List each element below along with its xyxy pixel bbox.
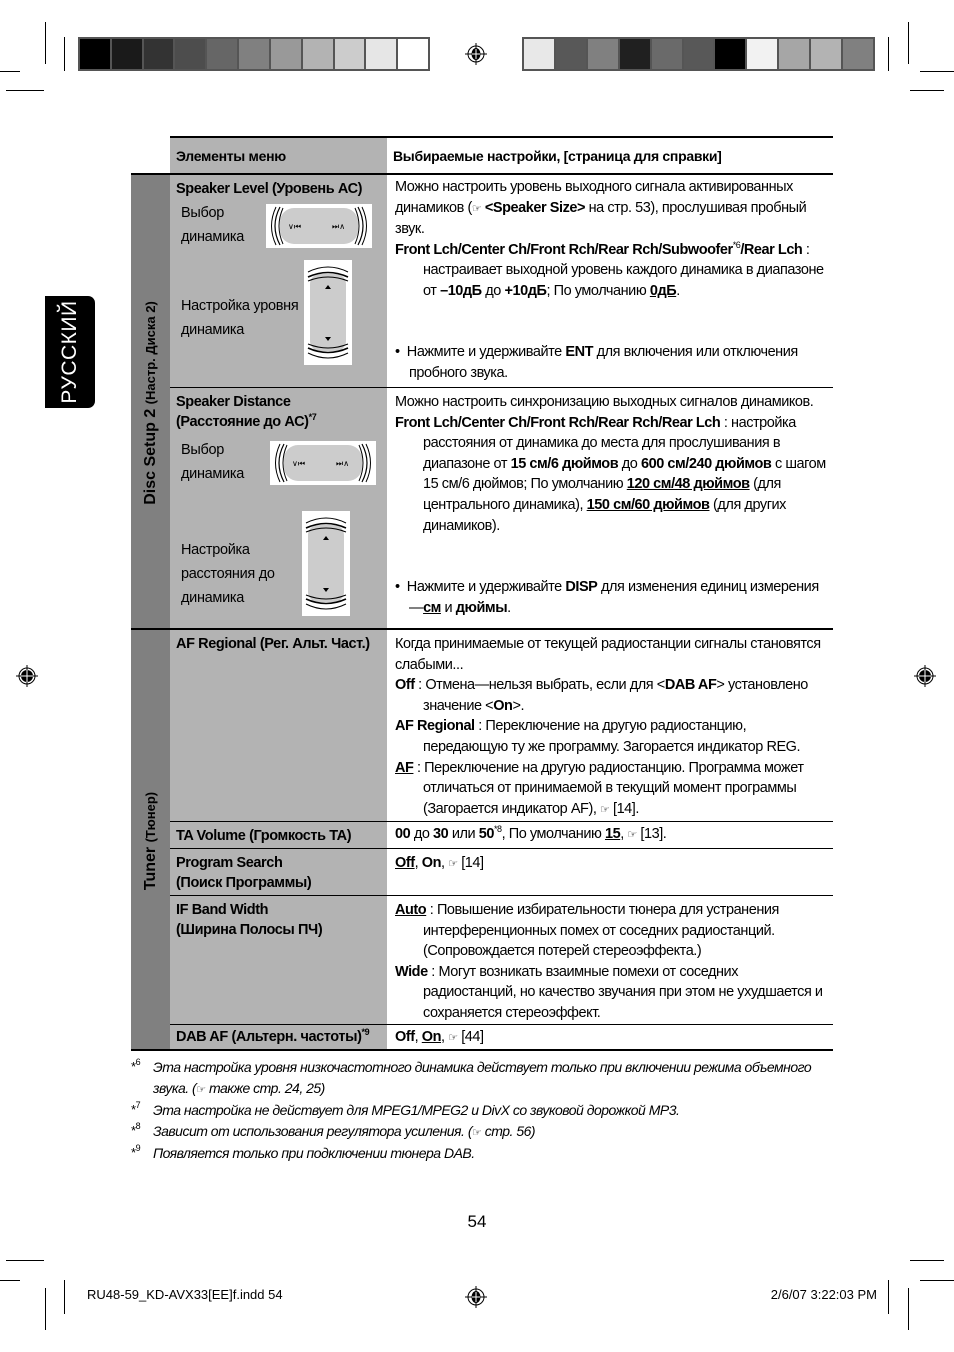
crop-mark [920, 71, 954, 72]
crop-mark [0, 71, 20, 72]
crop-mark [888, 37, 889, 71]
default-value: 0дБ [649, 282, 677, 299]
grayscale-color-bar-left [78, 37, 430, 71]
up-down-buttons-illustration-icon [304, 260, 352, 365]
section-label-tuner: Tuner (Тюнер) [131, 628, 170, 1051]
language-tab-label: РУССКИЙ [58, 300, 81, 404]
color-swatch [684, 39, 714, 69]
if-band-width-description: Auto : Повышение избирательности тюнера для устранения интерференционных помех от соседних радиостанций. (Сопровождается потерей стереоэффекта.) Wide : Могут возникать взаимные помехи от соседних радиостанций, но качество звучания при этом не ухудшается и сохраняется стереоэффект. [395, 902, 823, 1021]
color-swatch [652, 39, 682, 69]
speaker-level-description: Можно настроить уровень выходного сигнала активированных динамиков (☞ <Speaker Size> на стр. 53), прослушивая пробный звук. Front Lch/Center Ch/Front Rch/Rear Rch/Subwoofer$^{*6}$/Rear Lch : настраивает выходной уровень каждого динамика в диапазоне от –10дБ до +10дБ; По умолчанию 0дБ. [395, 179, 824, 299]
color-swatch [207, 39, 237, 69]
color-swatch [112, 39, 142, 69]
section-label-disc-setup-2: Disc Setup 2 (Настр. Диска 2) [131, 173, 170, 630]
registration-mark-icon [464, 42, 488, 66]
label-adjust-distance: Настройка расстояния до динамика [181, 542, 275, 606]
up-down-buttons-illustration-icon [302, 511, 350, 616]
color-swatch [747, 39, 777, 69]
reference-hand-icon: ☞ [627, 829, 637, 841]
crop-mark [888, 1280, 889, 1314]
item-if-band-width: IF Band Width (Ширина Полосы ПЧ) [176, 902, 323, 938]
crop-mark [6, 1260, 44, 1261]
item-program-search: Program Search (Поиск Программы) [176, 855, 312, 891]
language-tab [45, 296, 95, 408]
ta-volume-values: 00 до 30 или 50$^{*8}$, По умолчанию 15, ☞ [13]. [395, 824, 667, 842]
color-swatch [779, 39, 809, 69]
speaker-level-bullet: • Нажмите и удерживайте ENT для включения или отключения пробного звука. [395, 344, 798, 381]
crop-mark [45, 1288, 46, 1330]
page-number: 54 [467, 1212, 487, 1231]
crop-mark [45, 22, 46, 64]
item-ta-volume: TA Volume (Громкость TA) [176, 828, 352, 844]
svg-text:⏭∧: ⏭∧ [332, 222, 346, 231]
speaker-distance-description: Можно настроить синхронизацию выходных сигналов динамиков. Front Lch/Center Ch/Front Rch/Rear Rch/Rear Lch : настройка расстояния от динамика до места для прослушивания в диапазоне от 15 см/6 дюймов до 600 см/240 дюймов с шагом 15 см/6 дюймов; По умолчанию 120 см/48 дюймов (для центрального динамика), 150 см/60 дюймов (для других динамиков). [395, 394, 826, 534]
table-row-dab-af [170, 1024, 833, 1050]
reference-hand-icon: ☞ [448, 858, 458, 870]
crop-mark [908, 22, 909, 64]
speaker-distance-bullet: • Нажмите и удерживайте DISP для изменения единиц измерения—см и дюймы. [395, 579, 819, 616]
table-row-speaker-level [170, 173, 833, 388]
color-swatch [366, 39, 396, 69]
crop-mark [908, 1288, 909, 1330]
reference-hand-icon: ☞ [196, 1083, 206, 1096]
crop-mark [910, 1260, 944, 1261]
reference-hand-icon: ☞ [448, 1032, 458, 1044]
label-select-speaker: Выбор динамика [181, 442, 245, 482]
color-swatch [556, 39, 586, 69]
color-swatch [303, 39, 333, 69]
table-row-if-band-width [170, 895, 833, 1024]
footnote-6: *$^6$ Эта настройка уровня низкочастотного динамика действует только при включении режима объемного звука. (☞ также стр. 24, 25) [131, 1057, 812, 1096]
slug-timestamp: 2/6/07 3:22:03 PM [770, 1287, 877, 1302]
slug-filename: RU48-59_KD-AVX33[EE]f.indd 54 [87, 1287, 283, 1302]
color-swatch [843, 39, 873, 69]
color-swatch [335, 39, 365, 69]
af-regional-description: Когда принимаемые от текущей радиостанции сигналы становятся слабыми... Off : Отмена—нельзя выбрать, если для <DAB AF> установлено значение <On>. AF Regional : Переключение на другую радиостанцию, передающую ту же программу. Загорается индикатор REG. AF : Переключение на другую радиостанцию. Программа может отличаться от принимаемой в текущий момент программы (Загорается индикатор AF), ☞ [14]. [395, 636, 821, 817]
registration-mark-icon [913, 664, 937, 688]
label-select-speaker: Выбор динамика [181, 205, 245, 245]
crop-mark [64, 1280, 65, 1314]
table-row-speaker-distance [170, 387, 833, 629]
color-swatch [811, 39, 841, 69]
crop-mark [64, 37, 65, 71]
header-menu-items: Элементы меню [176, 148, 286, 164]
item-dab-af: DAB AF (Альтерн. частоты)$^{*9}$ [176, 1027, 370, 1045]
svg-text:∨⏮: ∨⏮ [288, 222, 302, 231]
table-row-ta-volume [170, 821, 833, 848]
table-header [170, 136, 833, 175]
skip-buttons-illustration-icon [270, 441, 376, 485]
crop-mark [920, 1280, 954, 1281]
footnote-7: *$^7$ Эта настройка не действует для MPEG1/MPEG2 и DivX со звуковой дорожкой MP3. [131, 1100, 680, 1119]
reference-hand-icon: ☞ [599, 803, 610, 816]
program-search-values: Off, On, ☞ [14] [395, 855, 484, 871]
reference-hand-icon: ☞ [471, 1126, 482, 1139]
skip-buttons-illustration-icon [266, 204, 372, 248]
color-swatch [175, 39, 205, 69]
color-swatch [620, 39, 650, 69]
color-swatch [271, 39, 301, 69]
crop-mark [910, 90, 944, 91]
color-swatch [524, 39, 554, 69]
color-swatch [80, 39, 110, 69]
table-row-program-search [170, 848, 833, 895]
header-settings: Выбираемые настройки, [страница для справки] [393, 148, 722, 164]
footnote-9: *$^9$ Появляется только при подключении тюнера DAB. [131, 1143, 475, 1162]
crop-mark [6, 90, 44, 91]
registration-mark-icon [15, 664, 39, 688]
color-swatch [715, 39, 745, 69]
crop-mark [0, 1280, 20, 1281]
color-swatch [144, 39, 174, 69]
svg-text:∨⏮: ∨⏮ [292, 459, 306, 468]
item-af-regional: AF Regional (Рег. Альт. Част.) [176, 636, 370, 652]
footnotes [131, 1057, 831, 1164]
item-speaker-distance: Speaker Distance (Расстояние до АС)$^{*7}$ [176, 394, 317, 430]
svg-text:⏭∧: ⏭∧ [336, 459, 350, 468]
dab-af-values: Off, On, ☞ [44] [395, 1029, 484, 1045]
color-swatch [398, 39, 428, 69]
grayscale-color-bar-right [522, 37, 875, 71]
registration-mark-icon [464, 1285, 488, 1309]
table-row-af-regional [170, 628, 833, 822]
item-speaker-level: Speaker Level (Уровень АС) [176, 181, 363, 197]
color-swatch [239, 39, 269, 69]
reference-hand-icon: ☞ [471, 202, 482, 215]
footnote-8: *$^8$ Зависит от использования регулятора усиления. (☞ стр. 56) [131, 1120, 536, 1139]
color-swatch [588, 39, 618, 69]
table-bottom-border [131, 1049, 833, 1051]
label-adjust-level: Настройка уровня динамика [181, 298, 299, 338]
